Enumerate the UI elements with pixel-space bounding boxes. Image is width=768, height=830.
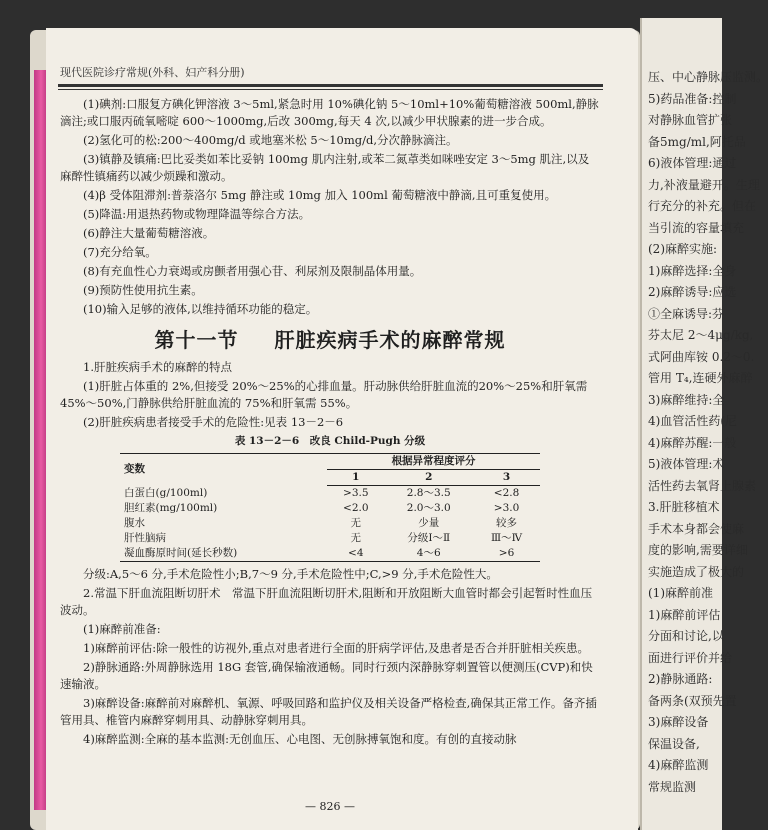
right-page-line: 3.肝脏移植术 (648, 500, 720, 514)
right-page-line: 分面和讨论,以 (648, 629, 724, 643)
right-page-line: 1)麻醉选择:全身 (648, 263, 737, 278)
table-cell: <2.8 (493, 487, 520, 499)
right-page-line: 备5mg/ml,阿托品 (648, 134, 746, 149)
right-page (640, 18, 768, 830)
table-row (120, 516, 540, 531)
table-cell: 无 (350, 532, 362, 544)
right-page-line: 备两条(双预先置 (648, 693, 737, 708)
paragraph: (9)预防性使用抗生素。 (83, 283, 203, 297)
right-page-line: 2)静脉通路: (648, 672, 713, 686)
paragraph: (1)肝脏占体重的 2%,但接受 20%～25%的心排血量。肝动脉供给肝脏血流的20%～25%和肝氧需 45%～50%,门静脉供给肝脏血流的 75%和肝氧需 55%。 (60, 379, 588, 410)
running-header: 现代医院诊疗常规(外科、妇产科分册) (60, 66, 245, 79)
right-page-line: 当引流的容量填充 (648, 220, 745, 235)
paragraph: 分级:A,5～6 分,手术危险性小;B,7～9 分,手术危险性中;C,>9 分,手术危险性大。 (83, 567, 498, 581)
right-page-line: 手术本身都会使麻 (648, 521, 745, 536)
paragraph: (3)镇静及镇痛:巴比妥类如苯比妥钠 100mg 肌内注射,或苯二氮䓬类如咪唑安定 3～5mg 肌注,以及麻醉性镇痛药以减少烦躁和激动。 (60, 152, 590, 183)
table-cell: >3.5 (343, 487, 369, 499)
table-cell: 胆红素(mg/100ml) (124, 502, 218, 514)
table-caption: 表 13－2－6 改良 Child-Pugh 分级 (234, 435, 426, 447)
section-title (60, 328, 600, 352)
paragraph: (2)氢化可的松:200～400mg/d 或地塞米松 5～10mg/d,分次静脉滴注。 (83, 133, 458, 147)
table-cell: >3.0 (493, 502, 520, 514)
right-page-line: 保温设备, (648, 736, 700, 751)
paragraph: (1)碘剂:口服复方碘化钾溶液 3～5ml,紧急时用 10%碘化钠 5～10ml+10%葡萄糖溶液 500ml,静脉滴注;或口服丙硫氧嘧啶 600～1000mg,后改 300mg,每天 4 次,以减少甲状腺素的进一步合成。 (60, 97, 599, 128)
section-number: 第十一节 (154, 328, 239, 352)
table-header-score: 3 (473, 470, 540, 486)
right-page-line: 1)麻醉前评估 (648, 607, 721, 622)
right-page-line: 6)液体管理:通过 (648, 156, 737, 170)
paragraph: (8)有充血性心力衰竭或房颤者用强心苷、利尿剂及限制晶体用量。 (83, 264, 422, 278)
table-cell: 分级Ⅰ～Ⅱ (407, 532, 451, 544)
right-page-line: 芬太尼 2～4μg/kg, (648, 328, 754, 342)
right-page-line: 常规监测 (648, 779, 697, 794)
table-cell: Ⅲ～Ⅳ (490, 532, 523, 544)
right-page-line: 4)血管活性药(尼 (648, 414, 737, 428)
paragraph: (2)肝脏疾病患者接受手术的危险性:见表 13－2－6 (83, 415, 344, 429)
right-page-line: 4)麻醉苏醒:一般 (648, 435, 737, 450)
right-page-line: 3)麻醉设备 (648, 715, 709, 729)
table-row (120, 501, 540, 516)
right-page-line: ①全麻诱导:芬 (648, 306, 725, 321)
right-page-line: 面进行评价并给 (648, 650, 733, 665)
table-cell: 4～6 (384, 546, 473, 562)
table-header-group: 根据异常程度评分 (327, 454, 540, 470)
right-page-line: 实施造成了极大的 (648, 564, 745, 579)
table-cell: 白蛋白(g/100ml) (124, 486, 208, 499)
table-header-score: 2 (384, 470, 473, 486)
table-row (120, 486, 540, 502)
right-page-line: 力,补液量避开。生理 (648, 177, 760, 192)
table-header-score: 1 (327, 470, 384, 486)
header-rule-thin (58, 89, 603, 90)
page-number: — 826 — (305, 800, 355, 813)
table-cell: 少量 (418, 517, 440, 529)
table-row (120, 531, 540, 546)
right-page-line: 管用 T₄,连硬外麻醉 (648, 371, 753, 385)
right-page-line: 对静脉血管扩张 (648, 113, 733, 127)
right-page-line: 5)药品准备:控制 (648, 91, 737, 106)
table-header-variable: 变数 (120, 454, 327, 486)
right-page-line: 3)麻醉维持:全 (648, 392, 725, 407)
right-page-line: 4)麻醉监测 (648, 758, 709, 772)
paragraph: (7)充分给氧。 (83, 245, 157, 259)
right-page-line: 2)麻醉诱导:应选 (648, 285, 737, 299)
right-page-line: 活性药去氧肾上腺素 (648, 478, 757, 493)
page-content (60, 96, 600, 750)
right-page-line: 度的影响,需要详细 (648, 543, 748, 557)
table-cell: 较多 (496, 517, 518, 529)
table-cell: <2.0 (343, 502, 369, 514)
table-row (120, 546, 540, 562)
paragraph: 1.肝脏疾病手术的麻醉的特点 (83, 360, 232, 374)
child-pugh-table (120, 453, 540, 562)
paragraph: (5)降温:用退热药物或物理降温等综合方法。 (83, 207, 311, 221)
table-cell: <4 (327, 546, 384, 562)
table-cell: 肝性脑病 (124, 532, 166, 544)
paragraph: (4)β 受体阻滞剂:普萘洛尔 5mg 静注或 10mg 加入 100ml 葡萄糖液中静滴,且可重复使用。 (83, 188, 557, 202)
section-heading: 肝脏疾病手术的麻醉常规 (274, 328, 506, 352)
right-page-line: (1)麻醉前准 (648, 586, 713, 600)
table-cell: >6 (473, 546, 540, 562)
paragraph: 2.常温下肝血流阻断切肝术 常温下肝血流阻断切肝术,阻断和开放阻断大血管时都会引起暂时性血压波动。 (60, 586, 593, 617)
paragraph: 4)麻醉监测:全麻的基本监测:无创血压、心电图、无创脉搏氧饱和度。有创的直接动脉 (83, 732, 517, 746)
table-cell: 腹水 (124, 517, 145, 529)
paragraph: 3)麻醉设备:麻醉前对麻醉机、氧源、呼吸回路和监护仪及相关设备严格检查,确保其正常工作。备齐插管用具、椎管内麻醉穿刺用具、动静脉穿刺用具。 (60, 696, 597, 727)
right-page-line: 行充分的补充。但在 (648, 199, 757, 213)
right-page-line: 压、中心静脉压监测。 (648, 70, 768, 84)
header-rule (58, 84, 603, 87)
right-page-line: 式阿曲库铵 0.2～0. (648, 349, 755, 364)
right-page-line: (2)麻醉实施: (648, 242, 718, 256)
paragraph: 2)静脉通路:外周静脉选用 18G 套管,确保输液通畅。同时行颈内深静脉穿刺置管以便测压(CVP)和快速输液。 (60, 660, 593, 691)
table-cell: 2.0～3.0 (406, 502, 451, 514)
paragraph: (6)静注大量葡萄糖溶液。 (83, 226, 215, 240)
right-page-line: 5)液体管理:术 (648, 457, 725, 471)
table-cell: 无 (350, 517, 362, 529)
paragraph: 1)麻醉前评估:除一般性的访视外,重点对患者进行全面的肝病学评估,及患者是否合并肝脏相关疾患。 (83, 641, 589, 655)
table-cell: 2.8～3.5 (406, 487, 451, 499)
paragraph: (10)输入足够的液体,以维持循环功能的稳定。 (83, 302, 318, 316)
table-cell: 凝血酶原时间(延长秒数) (120, 546, 327, 562)
paragraph: (1)麻醉前准备: (83, 622, 161, 636)
